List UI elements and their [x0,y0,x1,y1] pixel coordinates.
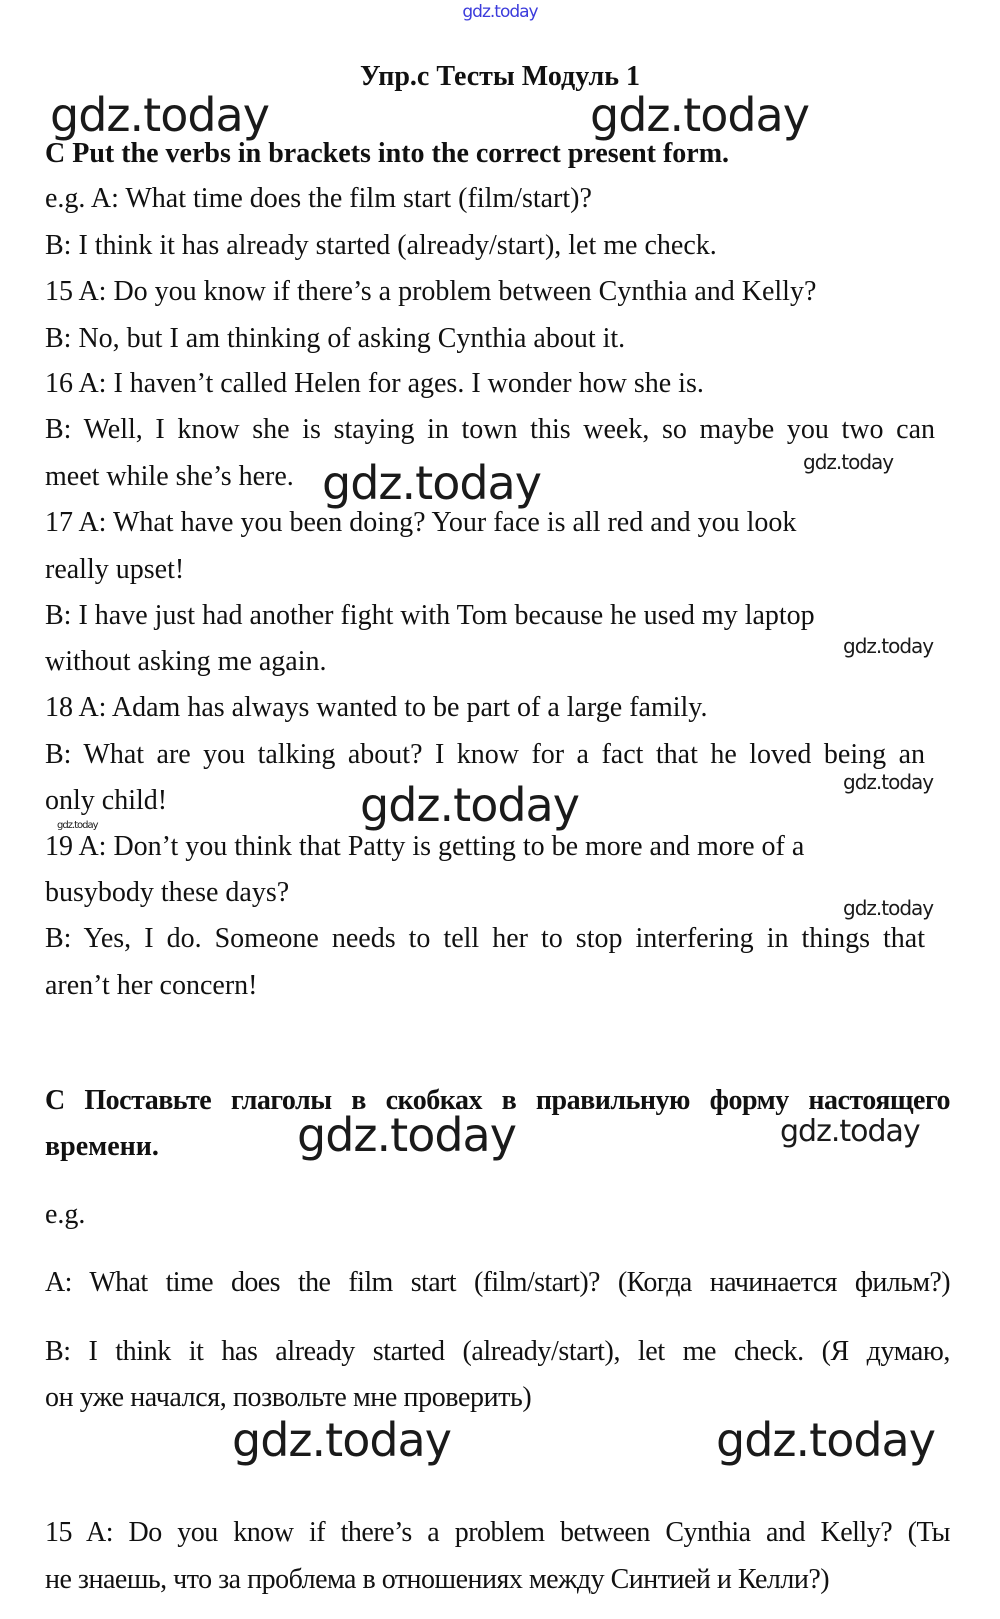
text-line: 17 A: What have you been doing? Your face is all red and you look [45,507,797,538]
site-watermark-top: gdz.today [462,2,538,22]
text-line: 18 A: Adam has always wanted to be part of a large family. [45,692,708,723]
text-line: B: No, but I am thinking of asking Cynthia about it. [45,323,626,354]
watermark: gdz.today [716,1413,935,1467]
watermark: gdz.today [50,88,269,142]
text-line: B: Well, I know she is staying in town this week, so maybe you two can [45,414,935,445]
exercise-heading-en: C Put the verbs in brackets into the correct present form. [45,138,730,169]
text-line: B: I have just had another fight with Tom because he used my laptop [45,600,815,631]
watermark: gdz.today [843,770,934,794]
text-line: B: I think it has already started (already/start), let me check. (Я думаю, [45,1336,950,1367]
exercise-heading-ru: C Поставьте глаголы в скобках в правильную форму настоящего [45,1085,950,1116]
text-line: не знаешь, что за проблема в отношениях между Синтией и Келли?) [45,1564,830,1595]
watermark: gdz.today [843,634,934,658]
watermark: gdz.today [232,1413,451,1467]
text-line: 15 A: Do you know if there’s a problem between Cynthia and Kelly? (Ты [45,1517,950,1548]
text-line: e.g. [45,1199,86,1230]
text-line: only child! [45,785,168,816]
watermark: gdz.today [297,1108,516,1162]
watermark: gdz.today [360,778,579,832]
text-line: B: What are you talking about? I know for a fact that he loved being an [45,739,925,770]
text-line: B: Yes, I do. Someone needs to tell her to stop interfering in things that [45,923,925,954]
text-line: A: What time does the film start (film/start)? (Когда начинается фильм?) [45,1267,950,1298]
text-line: really upset! [45,554,185,585]
text-line: 15 A: Do you know if there’s a problem between Cynthia and Kelly? [45,276,817,307]
exercise-heading-ru: времени. [45,1131,159,1162]
watermark: gdz.today [803,450,894,474]
watermark: gdz.today [322,456,541,510]
page-title: Упр.c Тесты Модуль 1 [359,61,641,92]
watermark: gdz.today [590,88,809,142]
text-line: meet while she’s here. [45,461,294,492]
watermark: gdz.today [780,1114,920,1149]
text-line: e.g. A: What time does the film start (film/start)? [45,183,592,214]
text-line: он уже начался, позвольте мне проверить) [45,1382,532,1413]
text-line: 16 A: I haven’t called Helen for ages. I wonder how she is. [45,368,704,399]
text-line: aren’t her concern! [45,970,258,1001]
text-line: 19 A: Don’t you think that Patty is getting to be more and more of a [45,831,805,862]
watermark: gdz.today [843,896,934,920]
watermark: gdz.today [57,820,98,831]
text-line: busybody these days? [45,877,290,908]
text-line: without asking me again. [45,646,327,677]
text-line: B: I think it has already started (already/start), let me check. [45,230,717,261]
